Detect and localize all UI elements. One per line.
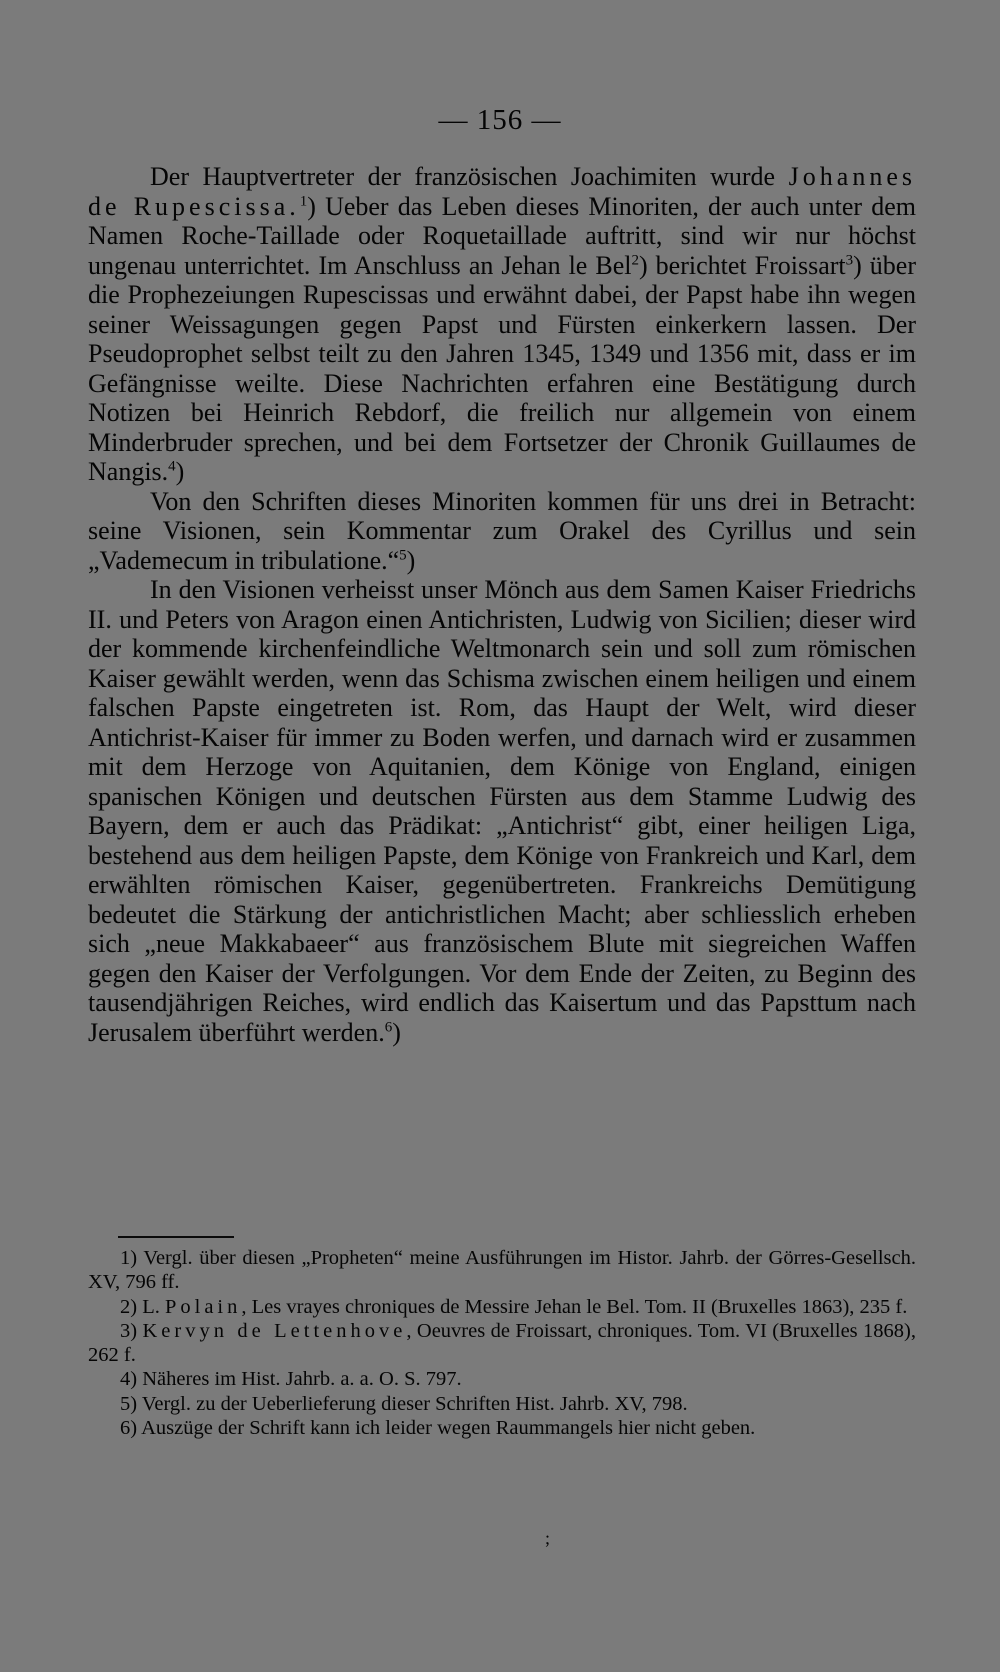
footnote-ref-4: 4 [168, 458, 176, 475]
footnote-ref-1: 1 [299, 192, 308, 209]
footnote-6: 6) Auszüge der Schrift kann ich leider wegen Raummangels hier nicht geben. [120, 1417, 756, 1440]
author-name-spaced: Kervyn de Lettenhove [142, 1319, 407, 1342]
footnote-5: 5) Vergl. zu der Ueberlieferung dieser Schriften Hist. Jahrb. XV, 798. [120, 1392, 688, 1415]
footnote-ref-2: 2 [631, 251, 639, 268]
footnotes [88, 1246, 916, 1440]
paragraph-3 [88, 575, 916, 1047]
text-run: , Oeuvres de Froissart, chroniques. Tom. VI (Bruxelles 1868), 262 f. [88, 1319, 917, 1367]
text-run: 2) L. [120, 1295, 165, 1318]
footnote-ref-5: 5 [399, 546, 407, 563]
text-run: Der Hauptvertreter der französischen Joachimiten wurde [150, 162, 789, 191]
text-run: ) [392, 1017, 401, 1047]
footnote-2 [88, 1295, 916, 1319]
footnote-divider [118, 1236, 234, 1238]
text-run: Von den Schriften dieses Minoriten kommen für uns drei in Betracht: seine Visionen, sein Kommentar zum Orakel des Cyrillus und sein „Vademecum in tribulatione.“ [88, 486, 916, 575]
paragraph-1 [88, 162, 916, 487]
text-run: ) über die Prophezeiungen Rupescissas und erwähnt dabei, der Papst habe ihn wegen seiner Weissagungen gegen Papst und Fürsten einkerkern lassen. Der Pseudoprophet selbst teilt zu den Jahren 1345, 1349 und 1356 mit, dass er im Gefängnisse weilte. Diese Nachrichten erfahren eine Bestätigung durch Notizen bei Heinrich Rebdorf, die freilich nur allgemein von einem Minderbruder sprechen, und bei dem Fortsetzer der Chronik Guillaumes de Nangis. [88, 250, 916, 486]
footnote-ref-6: 6 [384, 1018, 393, 1035]
paragraph-2 [88, 487, 916, 576]
main-text [88, 162, 916, 1047]
footnote-1: 1) Vergl. über diesen „Propheten“ meine Ausführungen im Histor. Jahrb. der Görres-Gesellsch. XV, 796 ff. [88, 1247, 916, 1294]
text-run: , Les vrayes chroniques de Messire Jehan le Bel. Tom. II (Bruxelles 1863), 235 f. [241, 1295, 908, 1318]
footnote-ref-3: 3 [845, 251, 854, 268]
text-run: ) [406, 545, 416, 575]
text-run: In den Visionen verheisst unser Mönch aus dem Samen Kaiser Friedrichs II. und Peters von Aragon einen Antichristen, Ludwig von Sicilien; dieser wird der kommende kirchenfeindliche Weltmonarch sein und soll zum römischen Kaiser gewählt werden, wenn das Schisma zwischen einem heiligen und einem falschen Papste eingetreten ist. Rom, das Haupt der Welt, wird dieser Antichrist-Kaiser für immer zu Boden werfen, und darnach wird er zusammen mit dem Herzoge von Aquitanien, dem Könige von England, einigen spanischen Königen und deutschen Fürsten aus dem Stamme Ludwig des Bayern, dem er auch das Prädikat: „Antichrist“ gibt, einer heiligen Liga, bestehend aus dem heiligen Papste, dem Könige von Frankreich und Karl, dem erwählten römischen Kaiser, gegenübertreten. Frankreichs Demütigung bedeutet die Stärkung der antichristlichen Macht; aber schliesslich erheben sich „neue Makkabaeer“ aus französischem Blute mit siegreichen Waffen gegen den Kaiser der Verfolgungen. Vor dem Ende der Zeiten, zu Beginn des tausendjährigen Reiches, wird endlich das Kaisertum und das Papsttum nach Jerusalem überführt werden. [88, 575, 916, 1047]
text-run: ) berichtet Froissart [638, 250, 846, 280]
footnote-3 [88, 1319, 916, 1368]
text-run: ) Ueber das Leben dieses Minoriten, der auch unter dem Namen Roche-Taillade oder Roquetaillade auftritt, sind wir nur höchst ungenau unterrichtet. Im Anschluss an Jehan le Bel [88, 191, 916, 280]
footnote-4: 4) Näheres im Hist. Jahrb. a. a. O. S. 797. [120, 1368, 462, 1391]
text-run: 3) [120, 1319, 143, 1342]
text-run: ) [175, 457, 185, 486]
author-name-spaced: Johannes de Rupescissa. [88, 162, 916, 221]
author-name-spaced: Polain [164, 1295, 242, 1318]
page-number: — 156 — [438, 104, 562, 136]
stray-mark: ; [545, 1528, 551, 1548]
